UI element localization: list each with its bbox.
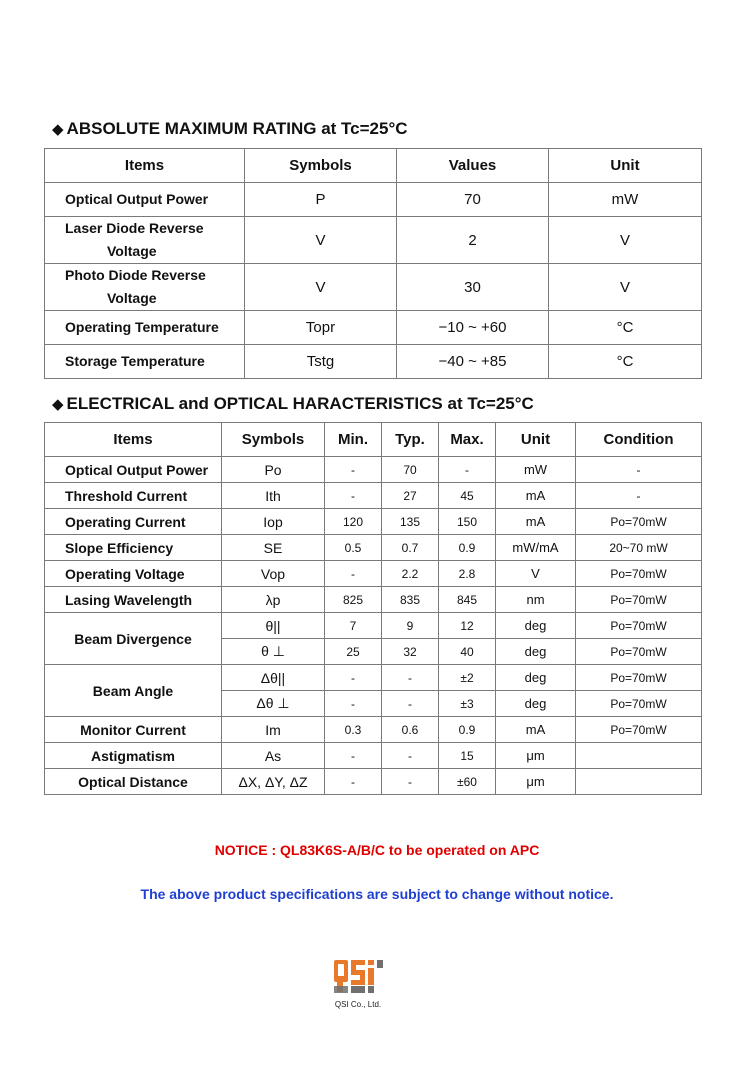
table-row [45,769,702,795]
unit-cell: deg [496,691,576,717]
condition-cell: Po=70mW [576,665,702,691]
max-cell: ±2 [439,665,496,691]
condition-cell: Po=70mW [576,691,702,717]
unit-cell: mW/mA [496,535,576,561]
value-cell: −40 ~ +85 [397,345,549,379]
header-items: Items [45,149,245,183]
condition-cell: - [576,457,702,483]
header-values: Values [397,149,549,183]
max-cell: - [439,457,496,483]
max-cell: 12 [439,613,496,639]
condition-cell [576,743,702,769]
header-min: Min. [325,423,382,457]
value-cell: 70 [397,183,549,217]
min-cell: - [325,665,382,691]
min-cell: 7 [325,613,382,639]
symbol-cell: Im [222,717,325,743]
section2-title: ELECTRICAL and OPTICAL HARACTERISTICS at Tc=25°C [66,394,534,413]
condition-cell: Po=70mW [576,509,702,535]
qsi-logo-icon [333,958,385,996]
symbol-cell: Topr [245,311,397,345]
item-line2: Voltage [107,290,157,306]
item-cell: Lasing Wavelength [45,587,222,613]
diamond-bullet-icon: ◆ [52,121,64,138]
company-name: QSI Co., Ltd. [334,1000,382,1009]
item-cell: Optical Output Power [45,457,222,483]
unit-cell: V [549,217,702,264]
symbol-cell: As [222,743,325,769]
symbol-cell: Po [222,457,325,483]
symbol-cell: ΔX, ΔY, ΔZ [222,769,325,795]
table-row [45,743,702,769]
item-cell: Slope Efficiency [45,535,222,561]
symbol-cell: Tstg [245,345,397,379]
symbol-cell: Vop [222,561,325,587]
header-max: Max. [439,423,496,457]
table-row [45,587,702,613]
max-cell: 45 [439,483,496,509]
table-row [45,311,702,345]
table-row [45,483,702,509]
unit-cell: °C [549,311,702,345]
item-cell: Threshold Current [45,483,222,509]
min-cell: 25 [325,639,382,665]
symbol-cell: V [245,217,397,264]
min-cell: 0.3 [325,717,382,743]
unit-cell: deg [496,613,576,639]
table-row [45,183,702,217]
typ-cell: 0.6 [382,717,439,743]
item-cell: Beam Angle [45,665,222,717]
symbol-cell: Iop [222,509,325,535]
typ-cell: 135 [382,509,439,535]
unit-cell: deg [496,665,576,691]
min-cell: - [325,483,382,509]
table-row [45,717,702,743]
symbol-cell: Δθ ⊥ [222,691,325,717]
header-unit: Unit [496,423,576,457]
unit-cell: nm [496,587,576,613]
header-condition: Condition [576,423,702,457]
header-items: Items [45,423,222,457]
max-cell: 150 [439,509,496,535]
item-cell: Beam Divergence [45,613,222,665]
typ-cell: - [382,743,439,769]
electrical-optical-table [44,422,702,795]
item-cell: Optical Distance [45,769,222,795]
unit-cell: °C [549,345,702,379]
min-cell: - [325,769,382,795]
section2-heading [52,394,534,414]
diamond-bullet-icon: ◆ [52,396,64,413]
typ-cell: 70 [382,457,439,483]
section1-title: ABSOLUTE MAXIMUM RATING at Tc=25°C [66,119,408,138]
value-cell: −10 ~ +60 [397,311,549,345]
table-row [45,535,702,561]
condition-cell: - [576,483,702,509]
header-typ: Typ. [382,423,439,457]
disclaimer-text: The above product specifications are subject to change without notice. [140,886,614,902]
item-cell [45,264,245,311]
item-cell: Astigmatism [45,743,222,769]
typ-cell: 835 [382,587,439,613]
item-cell: Operating Current [45,509,222,535]
min-cell: - [325,561,382,587]
typ-cell: 9 [382,613,439,639]
symbol-cell: SE [222,535,325,561]
typ-cell: - [382,691,439,717]
unit-cell: mW [549,183,702,217]
max-cell: ±60 [439,769,496,795]
unit-cell: μm [496,743,576,769]
item-cell [45,217,245,264]
unit-cell: μm [496,769,576,795]
item-cell: Monitor Current [45,717,222,743]
typ-cell: 27 [382,483,439,509]
item-line2: Voltage [107,243,157,259]
item-cell: Operating Voltage [45,561,222,587]
min-cell: - [325,691,382,717]
table-row [45,264,702,311]
symbol-cell: Ith [222,483,325,509]
max-cell: 845 [439,587,496,613]
table-row [45,665,702,691]
condition-cell: Po=70mW [576,561,702,587]
table-row [45,217,702,264]
typ-cell: 0.7 [382,535,439,561]
item-cell: Operating Temperature [45,311,245,345]
symbol-cell: λp [222,587,325,613]
symbol-cell: V [245,264,397,311]
table-header-row [45,423,702,457]
section1-heading [52,119,408,139]
min-cell: 120 [325,509,382,535]
min-cell: - [325,743,382,769]
condition-cell: Po=70mW [576,613,702,639]
unit-cell: mA [496,717,576,743]
unit-cell: V [549,264,702,311]
absolute-max-rating-table [44,148,702,379]
unit-cell: mW [496,457,576,483]
symbol-cell: θ|| [222,613,325,639]
table-row [45,509,702,535]
min-cell: 0.5 [325,535,382,561]
symbol-cell: θ ⊥ [222,639,325,665]
max-cell: 0.9 [439,535,496,561]
condition-cell: Po=70mW [576,717,702,743]
symbol-cell: Δθ|| [222,665,325,691]
table-header-row [45,149,702,183]
notice-text: NOTICE : QL83K6S-A/B/C to be operated on APC [214,842,540,858]
table-row [45,345,702,379]
symbol-cell: P [245,183,397,217]
unit-cell: mA [496,509,576,535]
min-cell: 825 [325,587,382,613]
condition-cell: Po=70mW [576,639,702,665]
condition-cell [576,769,702,795]
condition-cell: Po=70mW [576,587,702,613]
typ-cell: 32 [382,639,439,665]
max-cell: 15 [439,743,496,769]
table-row [45,457,702,483]
table-row [45,561,702,587]
typ-cell: 2.2 [382,561,439,587]
min-cell: - [325,457,382,483]
unit-cell: mA [496,483,576,509]
item-line1: Laser Diode Reverse [65,220,204,236]
item-cell: Optical Output Power [45,183,245,217]
condition-cell: 20~70 mW [576,535,702,561]
max-cell: ±3 [439,691,496,717]
typ-cell: - [382,665,439,691]
max-cell: 2.8 [439,561,496,587]
typ-cell: - [382,769,439,795]
value-cell: 2 [397,217,549,264]
table-row [45,613,702,639]
max-cell: 0.9 [439,717,496,743]
item-line1: Photo Diode Reverse [65,267,206,283]
value-cell: 30 [397,264,549,311]
unit-cell: V [496,561,576,587]
item-cell: Storage Temperature [45,345,245,379]
header-symbols: Symbols [245,149,397,183]
header-symbols: Symbols [222,423,325,457]
unit-cell: deg [496,639,576,665]
max-cell: 40 [439,639,496,665]
header-unit: Unit [549,149,702,183]
